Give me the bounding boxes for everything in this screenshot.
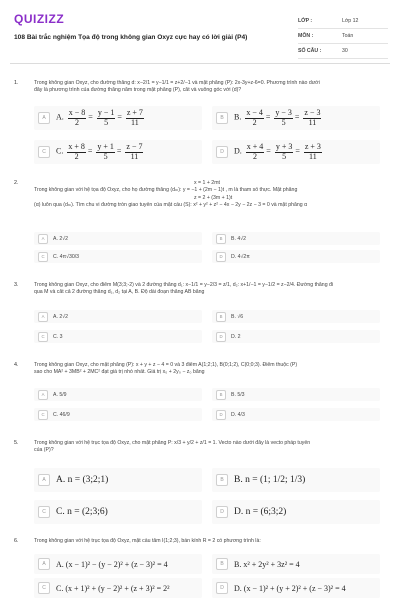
- meta-subject: [298, 29, 388, 44]
- option-d[interactable]: [212, 250, 380, 263]
- option-a[interactable]: [34, 468, 202, 492]
- option-letter: C: [38, 146, 50, 158]
- option-text: A. n = (3;2;1): [56, 475, 109, 485]
- option-d[interactable]: [212, 500, 380, 524]
- question-line: Trong không gian Oxyz, cho đường thẳng d: x−2/1 = y−1/1 = z+2/−1 và mặt phẳng (P): 2x-3y+z-6=0. Phương trình nào dưới: [34, 80, 320, 86]
- option-c[interactable]: [34, 500, 202, 524]
- question-line: (α) luôn qua (dₘ). Tìm chu vi đường tròn giao tuyến của mặt cầu (S): x² + y² + z² − 4x − 2y − 2z − 3 = 0 và mặt phẳng α: [34, 202, 308, 209]
- option-text: B. √6: [231, 313, 244, 320]
- option-letter: A: [38, 234, 48, 244]
- meta-count-value: 30: [342, 48, 348, 54]
- question-line: của (P)?: [34, 447, 54, 454]
- option-letter: A: [38, 390, 48, 400]
- option-text: D. 2: [231, 333, 241, 340]
- question-line: đây là phương trình của đường thẳng nằm trong mặt phẳng (P), cắt và vuông góc với (d)?: [34, 87, 242, 94]
- option-letter: B: [216, 474, 228, 486]
- option-letter: A: [38, 558, 50, 570]
- meta-subject-value: Toán: [342, 33, 354, 39]
- option-text: B. x² + 2y² + 3z² = 4: [234, 559, 300, 569]
- option-text: A. 2√2: [53, 235, 68, 242]
- question-2: [14, 180, 386, 268]
- quizizz-logo: QUIZIZZ: [14, 12, 65, 26]
- question-line: sao cho MA² + 3MB² + 2MC² đạt giá trị nhỏ nhất. Giá trị x₀ + 2y₀ − z₀ bằng: [34, 369, 205, 376]
- option-text: D. (x − 1)² + (y + 2)² + (z − 3)² = 4: [234, 583, 346, 593]
- option-letter: A: [38, 112, 50, 124]
- option-letter: D: [216, 146, 228, 158]
- option-a[interactable]: [34, 310, 202, 323]
- header-divider: [10, 63, 390, 64]
- option-text: A. 2√2: [53, 313, 68, 320]
- question-line: x = 1 + 2mt: [194, 180, 220, 186]
- option-b[interactable]: [212, 468, 380, 492]
- option-d[interactable]: [212, 140, 380, 164]
- option-letter: C: [38, 410, 48, 420]
- question-number: 3.: [14, 282, 19, 288]
- option-letter: B: [216, 112, 228, 124]
- option-letter: B: [216, 312, 226, 322]
- option-letter: D: [216, 506, 228, 518]
- option-c[interactable]: [34, 250, 202, 263]
- option-d[interactable]: [212, 578, 380, 598]
- option-b[interactable]: [212, 106, 380, 130]
- option-text: C. 46/9: [53, 411, 70, 418]
- question-number: 1.: [14, 80, 19, 86]
- question-5: [14, 440, 386, 528]
- option-text: C. (x + 1)² + (y − 2)² + (z + 3)² = 2²: [56, 583, 170, 593]
- meta-grade-value: Lớp 12: [342, 18, 359, 24]
- option-b[interactable]: [212, 388, 380, 401]
- page-title: 108 Bài trắc nghiệm Tọa độ trong không gian Oxyz cực hay có lời giải (P4): [14, 34, 248, 41]
- question-4: [14, 362, 386, 428]
- option-letter: D: [216, 582, 228, 594]
- option-letter: C: [38, 582, 50, 594]
- question-text: [34, 180, 386, 210]
- question-number: 5.: [14, 440, 19, 446]
- option-text: D. n = (6;3;2): [234, 507, 287, 517]
- option-letter: B: [216, 558, 228, 570]
- meta-count: [298, 44, 388, 59]
- question-line: z = 2 + (3m + 1)t: [194, 194, 233, 201]
- option-text: B. 5/3: [231, 391, 245, 398]
- question-text: [34, 440, 386, 455]
- question-line: Trong không gian với hệ tọa độ Oxyz, cho họ đường thẳng (dₘ): y = −1 + (2m − 1)t , m là tham số thực. Mặt phẳng: [34, 187, 298, 194]
- option-text: D. 4/3: [231, 411, 245, 418]
- option-a[interactable]: [34, 106, 202, 130]
- option-letter: B: [216, 234, 226, 244]
- option-letter: B: [216, 390, 226, 400]
- option-text: D. 4√2π: [231, 253, 250, 260]
- option-letter: D: [216, 252, 226, 262]
- meta-grade: [298, 14, 388, 29]
- option-d[interactable]: [212, 330, 380, 343]
- option-text: B. 4√2: [231, 235, 246, 242]
- question-text: [34, 80, 386, 95]
- option-text: B. $\frac{x - 4}{2}$ = $\frac{y - 3}{5}$ = $\frac{z - 3}{11}$: [234, 108, 321, 127]
- option-c[interactable]: [34, 578, 202, 598]
- option-b[interactable]: [212, 554, 380, 574]
- option-text: A. 5/9: [53, 391, 67, 398]
- option-text: A. $\frac{x - 8}{2}$ = $\frac{y - 1}{5}$ = $\frac{z + 7}{11}$: [56, 108, 143, 127]
- option-text: A. (x − 1)² − (y − 2)² + (z − 3)² = 4: [56, 559, 168, 569]
- question-line: Trong không gian với hệ trục tọa độ Oxyz, cho mặt phẳng P: x/3 + y/2 + z/1 = 1. Vecto nào dưới đây là vecto pháp tuyến: [34, 440, 311, 446]
- question-line: Trong không gian với hệ trục tọa độ Oxyz, mặt cầu tâm I(1;2;3), bán kính R = 2 có phương trình là:: [34, 538, 261, 544]
- option-c[interactable]: [34, 408, 202, 421]
- question-line: Trong không gian Oxyz, cho mặt phẳng (P): x + y + z − 4 = 0 và 3 điểm A(1;2;1), B(0;1;2), C(0;0;3). Điểm thuộc (P): [34, 362, 298, 368]
- option-text: C. 3: [53, 333, 63, 340]
- option-text: D. $\frac{x + 4}{2}$ = $\frac{y + 3}{5}$ = $\frac{z + 3}{11}$: [234, 142, 321, 161]
- question-text: [34, 362, 386, 377]
- question-text: [34, 538, 386, 545]
- option-text: C. 4π√30/3: [53, 253, 80, 260]
- question-3: [14, 282, 386, 348]
- option-b[interactable]: [212, 310, 380, 323]
- question-text: [34, 282, 386, 297]
- option-d[interactable]: [212, 408, 380, 421]
- meta-panel: [298, 14, 388, 59]
- option-a[interactable]: [34, 388, 202, 401]
- option-letter: C: [38, 252, 48, 262]
- option-letter: C: [38, 506, 50, 518]
- option-a[interactable]: [34, 554, 202, 574]
- option-letter: C: [38, 332, 48, 342]
- meta-grade-key: LỚP :: [298, 18, 313, 24]
- question-line: Trong không gian Oxyz, cho điểm M(3;3;-2) và 2 đường thẳng d₁: x−1/1 = y−2/3 = z/1, d₂: x+1/−1 = y−1/2 = z−2/4. Đường thẳng đi: [34, 282, 334, 288]
- question-number: 2.: [14, 180, 19, 186]
- option-letter: D: [216, 410, 226, 420]
- meta-count-key: SỐ CÂU :: [298, 48, 322, 54]
- option-letter: A: [38, 312, 48, 322]
- question-number: 4.: [14, 362, 19, 368]
- option-b[interactable]: [212, 232, 380, 245]
- option-c[interactable]: [34, 330, 202, 343]
- option-letter: A: [38, 474, 50, 486]
- option-c[interactable]: [34, 140, 202, 164]
- question-line: qua M và cắt cả 2 đường thẳng d₁, d₂ tại A, B. Độ dài đoạn thẳng AB bằng: [34, 289, 205, 296]
- option-text: C. n = (2;3;6): [56, 507, 108, 517]
- option-text: C. $\frac{x + 8}{2}$ = $\frac{y + 1}{5}$ = $\frac{z - 7}{11}$: [56, 142, 143, 161]
- question-6: [14, 538, 386, 598]
- option-a[interactable]: [34, 232, 202, 245]
- question-number: 6.: [14, 538, 19, 544]
- option-text: B. n = (1; 1/2; 1/3): [234, 475, 306, 485]
- option-letter: D: [216, 332, 226, 342]
- question-1: [14, 80, 386, 172]
- meta-subject-key: MÔN :: [298, 33, 314, 39]
